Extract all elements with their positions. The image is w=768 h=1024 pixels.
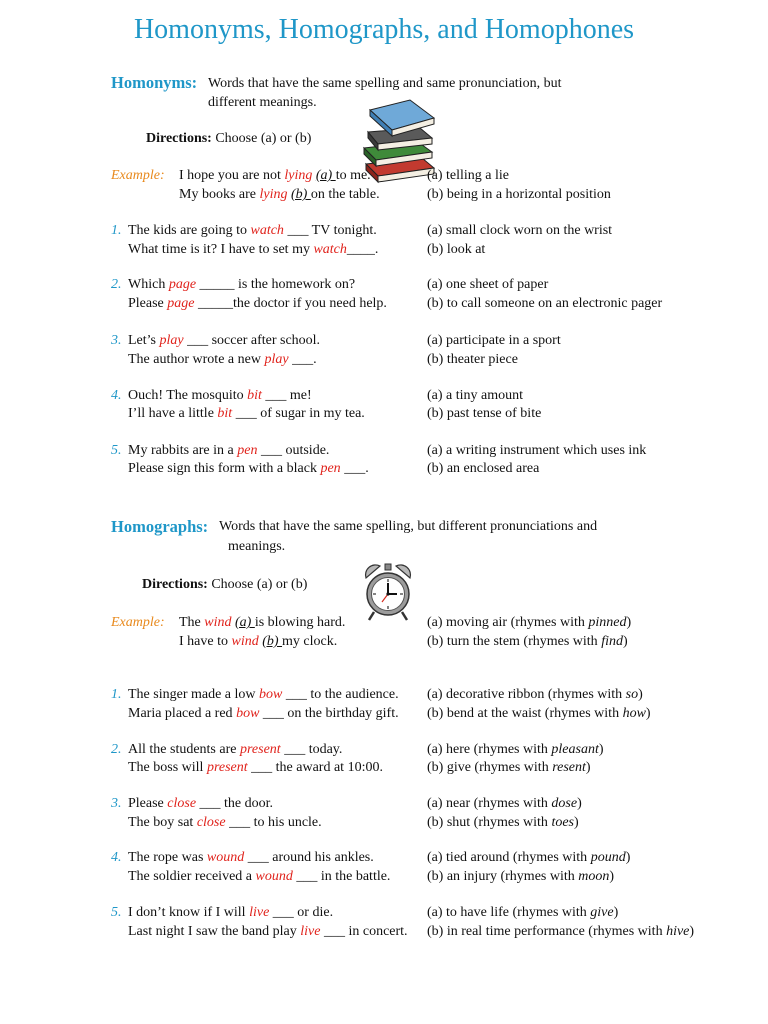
homographs-example-label: Example: bbox=[111, 615, 165, 630]
question-number: 4. bbox=[111, 850, 122, 865]
homographs-heading: Homographs: bbox=[111, 517, 209, 536]
directions-label: Directions: bbox=[142, 577, 208, 592]
option-a: (a) to have life (rhymes with give) bbox=[427, 905, 619, 920]
option-b: (b) shut (rhymes with toes) bbox=[427, 815, 579, 830]
homographs-definition-line1: Words that have the same spelling, but different pronunciations and bbox=[219, 519, 598, 534]
directions-text: Choose (a) or (b) bbox=[215, 131, 312, 146]
question-sentence-1: All the students are present ___ today. bbox=[128, 742, 343, 757]
question-sentence-1: Which page _____ is the homework on? bbox=[128, 277, 356, 292]
homonyms-example-line1: I hope you are not lying (a) to me. bbox=[179, 168, 371, 183]
homographs-example-line1: The wind (a) is blowing hard. bbox=[179, 615, 346, 630]
question-sentence-2: I’ll have a little bit ___ of sugar in my tea. bbox=[128, 406, 365, 421]
question-number: 5. bbox=[111, 443, 122, 458]
option-b: (b) past tense of bite bbox=[427, 406, 542, 421]
option-b: (b) give (rhymes with resent) bbox=[427, 760, 591, 775]
option-a: (a) near (rhymes with dose) bbox=[427, 796, 582, 811]
homonyms-directions bbox=[146, 131, 311, 147]
question-number: 5. bbox=[111, 905, 122, 920]
question-sentence-2: The boy sat close ___ to his uncle. bbox=[128, 815, 322, 830]
question-sentence-2: Maria placed a red bow ___ on the birthday gift. bbox=[128, 706, 399, 721]
homographs-definition-line2: meanings. bbox=[228, 539, 286, 554]
alarm-clock-icon bbox=[362, 562, 414, 622]
option-a: (a) tied around (rhymes with pound) bbox=[427, 850, 631, 865]
directions-label: Directions: bbox=[146, 131, 212, 146]
option-b: (b) look at bbox=[427, 242, 486, 257]
homographs-example-line2: I have to wind (b) my clock. bbox=[179, 634, 338, 649]
question-sentence-1: I don’t know if I will live ___ or die. bbox=[128, 905, 334, 920]
homographs-example-option-b: (b) turn the stem (rhymes with find) bbox=[427, 634, 628, 649]
option-a: (a) a writing instrument which uses ink bbox=[427, 443, 647, 458]
question-sentence-1: The rope was wound ___ around his ankles. bbox=[128, 850, 374, 865]
homonyms-example-line2: My books are lying (b) on the table. bbox=[179, 187, 380, 202]
question-number: 2. bbox=[111, 277, 122, 292]
option-a: (a) here (rhymes with pleasant) bbox=[427, 742, 604, 757]
question-sentence-2: The boss will present ___ the award at 10:00. bbox=[128, 760, 383, 775]
page-title: Homonyms, Homographs, and Homophones bbox=[133, 14, 635, 45]
question-number: 2. bbox=[111, 742, 122, 757]
option-a: (a) participate in a sport bbox=[427, 333, 561, 348]
option-b: (b) an injury (rhymes with moon) bbox=[427, 869, 615, 884]
question-number: 4. bbox=[111, 388, 122, 403]
question-number: 1. bbox=[111, 223, 122, 238]
question-number: 3. bbox=[111, 333, 122, 348]
homonyms-example-option-b: (b) being in a horizontal position bbox=[427, 187, 611, 202]
homographs-directions bbox=[142, 577, 307, 593]
option-b: (b) in real time performance (rhymes with hive) bbox=[427, 924, 695, 939]
option-b: (b) to call someone on an electronic pager bbox=[427, 296, 663, 311]
option-b: (b) an enclosed area bbox=[427, 461, 540, 476]
directions-text: Choose (a) or (b) bbox=[211, 577, 308, 592]
option-a: (a) decorative ribbon (rhymes with so) bbox=[427, 687, 643, 702]
option-a: (a) one sheet of paper bbox=[427, 277, 549, 292]
homonyms-example-label: Example: bbox=[111, 168, 165, 183]
homographs-example-option-a: (a) moving air (rhymes with pinned) bbox=[427, 615, 632, 630]
homonyms-heading: Homonyms: bbox=[111, 73, 198, 92]
question-number: 1. bbox=[111, 687, 122, 702]
option-a: (a) small clock worn on the wrist bbox=[427, 223, 613, 238]
question-sentence-2: Please page _____the doctor if you need help. bbox=[128, 296, 387, 311]
question-sentence-1: My rabbits are in a pen ___ outside. bbox=[128, 443, 330, 458]
homonyms-definition-line2: different meanings. bbox=[208, 95, 317, 110]
question-sentence-1: Let’s play ___ soccer after school. bbox=[128, 333, 321, 348]
option-a: (a) a tiny amount bbox=[427, 388, 524, 403]
question-number: 3. bbox=[111, 796, 122, 811]
question-sentence-2: Please sign this form with a black pen ___. bbox=[128, 461, 369, 476]
question-sentence-2: The soldier received a wound ___ in the battle. bbox=[128, 869, 391, 884]
question-sentence-2: The author wrote a new play ___. bbox=[128, 352, 317, 367]
question-sentence-1: The kids are going to watch ___ TV tonight. bbox=[128, 223, 377, 238]
option-b: (b) theater piece bbox=[427, 352, 518, 367]
question-sentence-2: Last night I saw the band play live ___ in concert. bbox=[128, 924, 408, 939]
option-b: (b) bend at the waist (rhymes with how) bbox=[427, 706, 651, 721]
question-sentence-1: The singer made a low bow ___ to the audience. bbox=[128, 687, 399, 702]
homonyms-definition-line1: Words that have the same spelling and same pronunciation, but bbox=[208, 76, 562, 91]
homonyms-example-option-a: (a) telling a lie bbox=[427, 168, 510, 183]
question-sentence-1: Please close ___ the door. bbox=[128, 796, 274, 811]
question-sentence-2: What time is it? I have to set my watch____. bbox=[128, 242, 379, 257]
question-sentence-1: Ouch! The mosquito bit ___ me! bbox=[128, 388, 312, 403]
